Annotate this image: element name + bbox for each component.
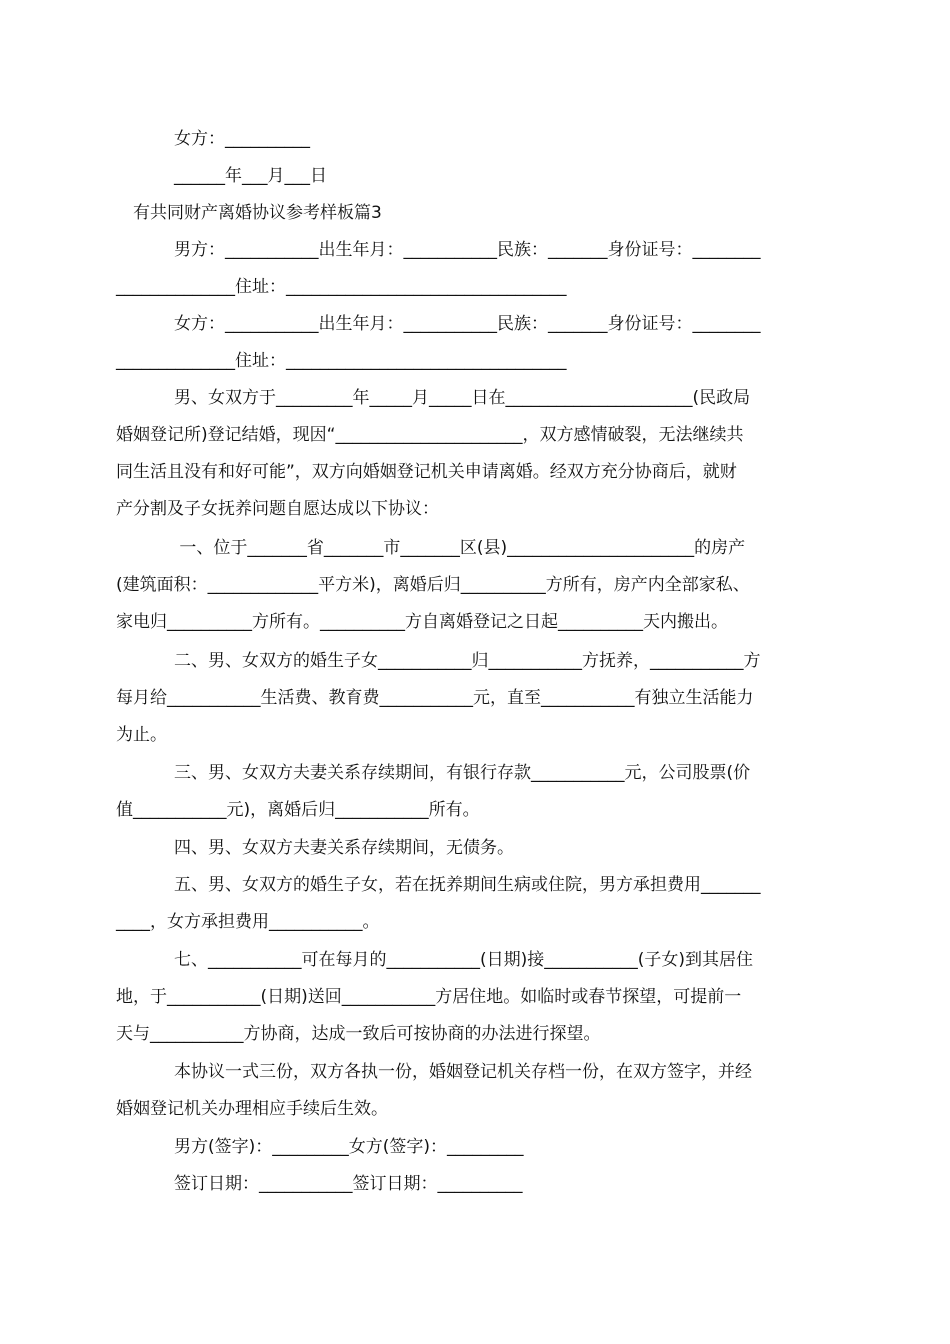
female-info-line: 女方：___________出生年月：___________民族：_______身份证号：________	[174, 314, 761, 334]
clause-7-line-2: 地，于___________(日期)送回___________方居住地。如临时或春节探望，可提前一	[116, 987, 742, 1007]
signature-line: 男方(签字)：_________女方(签字)：_________	[174, 1137, 524, 1157]
clause-4-line: 四、男、女双方夫妻关系存续期间，无债务。	[174, 838, 514, 858]
clause-1-line-2: (建筑面积：_____________平方米)，离婚后归__________方所有，房产内全部家私、	[116, 575, 750, 595]
female-address-line: ______________住址：_________________________________	[116, 351, 567, 371]
clause-1-line-1: 一、位于_______省_______市_______区(县)______________________的房产	[174, 538, 746, 558]
clause-1-line-3: 家电归__________方所有。__________方自离婚登记之日起__________天内搬出。	[116, 612, 728, 632]
signing-date-line: 签订日期：___________签订日期：__________	[174, 1174, 523, 1194]
closing-line-1: 本协议一式三份，双方各执一份，婚姻登记机关存档一份，在双方签字，并经	[174, 1062, 752, 1082]
clause-3-line-1: 三、男、女双方夫妻关系存续期间，有银行存款___________元，公司股票(价	[174, 763, 751, 783]
clause-2-line-1: 二、男、女双方的婚生子女___________归___________方抚养，___________方	[174, 651, 761, 671]
section-title: 有共同财产离婚协议参考样板篇3	[133, 203, 382, 223]
date-line: ______年___月___日	[174, 166, 327, 186]
preamble-line-1: 男、女双方于_________年_____月_____日在______________________(民政局	[174, 388, 751, 408]
female-signature-line: 女方：__________	[174, 129, 310, 149]
clause-2-line-3: 为止。	[116, 725, 167, 745]
closing-line-2: 婚姻登记机关办理相应手续后生效。	[116, 1099, 388, 1119]
preamble-line-3: 同生活且没有和好可能”，双方向婚姻登记机关申请离婚。经双方充分协商后，就财	[116, 462, 737, 482]
clause-3-line-2: 值___________元)，离婚后归___________所有。	[116, 800, 480, 820]
clause-7-line-1: 七、___________可在每月的___________(日期)接___________(子女)到其居住	[174, 950, 754, 970]
clause-7-line-3: 天与___________方协商，达成一致后可按协商的办法进行探望。	[116, 1024, 601, 1044]
preamble-line-2: 婚姻登记所)登记结婚，现因“______________________，双方感情破裂，无法继续共	[116, 425, 744, 445]
preamble-line-4: 产分割及子女抚养问题自愿达成以下协议：	[116, 499, 439, 519]
male-info-line: 男方：___________出生年月：___________民族：_______身份证号：________	[174, 240, 761, 260]
clause-5-line-1: 五、男、女双方的婚生子女，若在抚养期间生病或住院，男方承担费用_______	[174, 875, 761, 895]
clause-2-line-2: 每月给___________生活费、教育费___________元，直至___________有独立生活能力	[116, 688, 754, 708]
clause-5-line-2: ____，女方承担费用___________。	[116, 912, 380, 932]
male-address-line: ______________住址：_________________________________	[116, 277, 567, 297]
